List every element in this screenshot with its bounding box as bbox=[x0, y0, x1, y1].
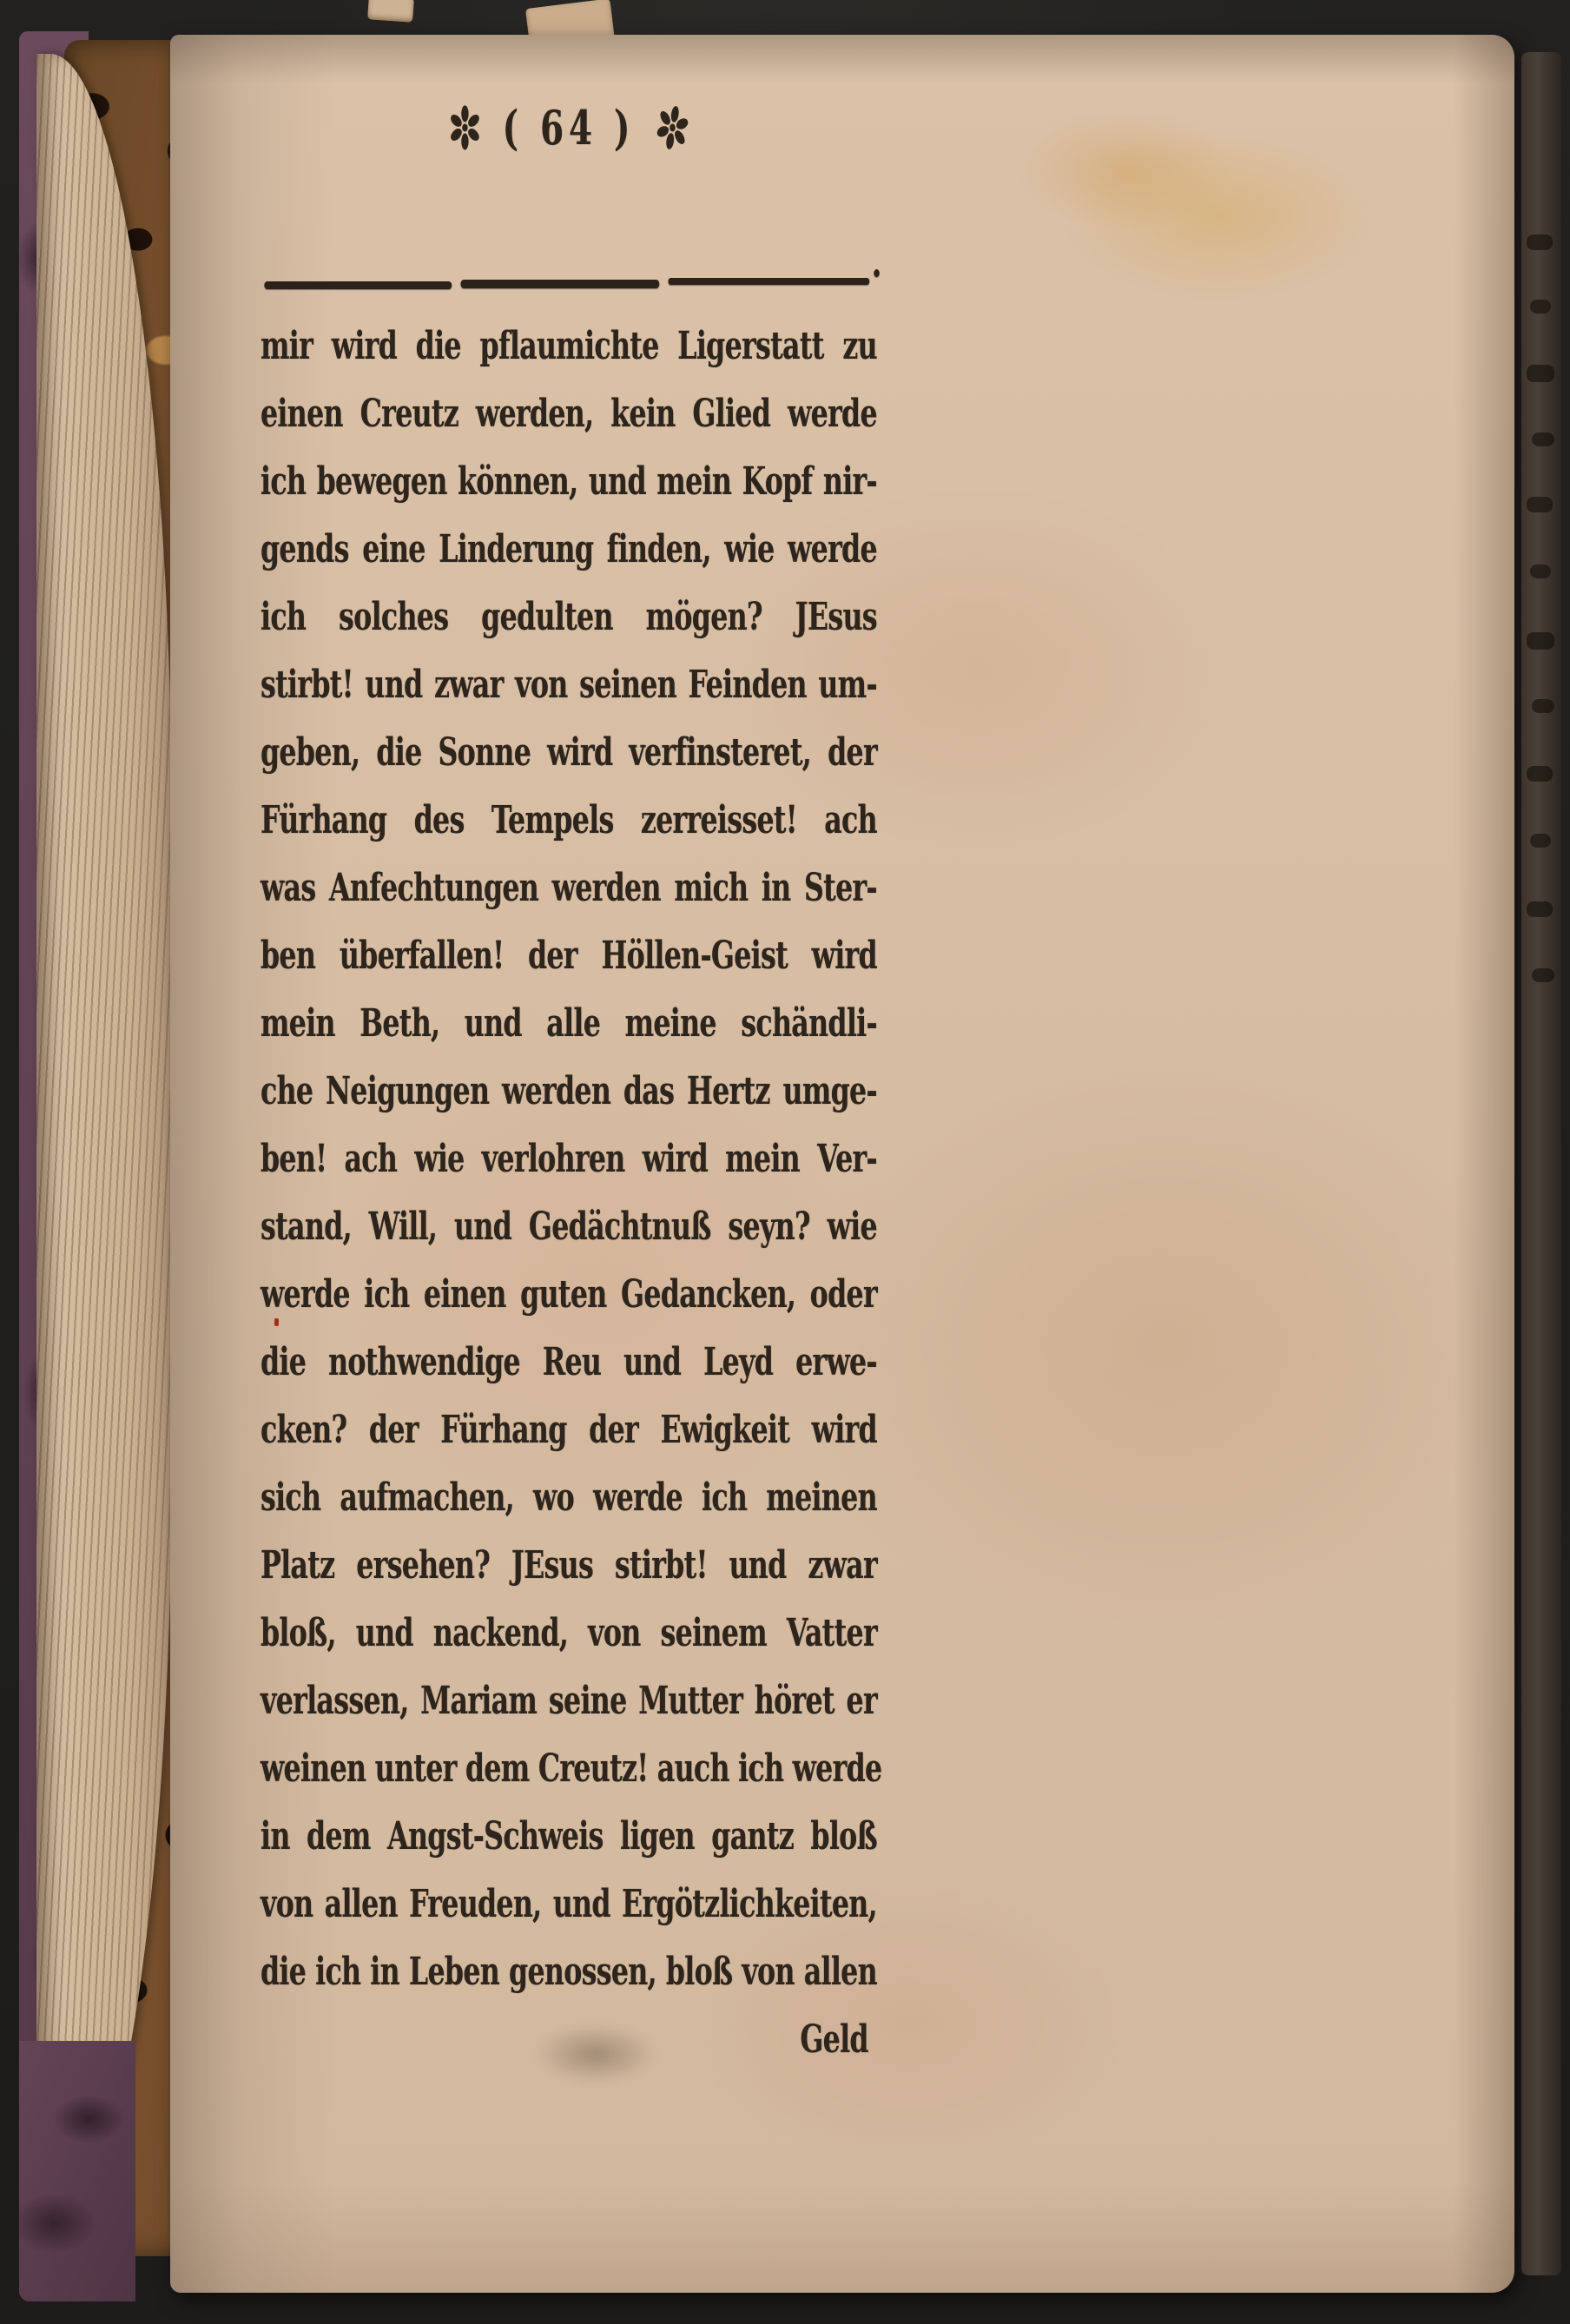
text-line: geben, die Sonne wird verfinsteret, der bbox=[261, 730, 877, 775]
bleed-through-mark bbox=[1527, 497, 1553, 512]
book-page bbox=[170, 35, 1514, 2293]
text-line: sich aufmachen, wo werde ich meinen bbox=[261, 1476, 877, 1520]
text-line: einen Creutz werden, kein Glied werde bbox=[261, 392, 877, 436]
bleed-through-mark bbox=[1532, 699, 1554, 713]
bleed-through-mark bbox=[1527, 365, 1554, 382]
page-content bbox=[261, 97, 882, 2074]
text-line: che Neigungen werden das Hertz umge- bbox=[261, 1069, 877, 1113]
text-line: ich bewegen können, und mein Kopf nir- bbox=[261, 459, 877, 504]
text-line: von allen Freuden, und Ergötzlichkeiten, bbox=[261, 1882, 877, 1926]
text-line: ben überfallen! der Höllen-Geist wird bbox=[261, 934, 877, 978]
header-rule bbox=[261, 280, 877, 290]
bleed-through-mark bbox=[1530, 300, 1551, 314]
text-line: mein Beth, und alle meine schändli- bbox=[261, 1001, 877, 1046]
catchword: Geld bbox=[800, 2017, 868, 2062]
bleed-through-mark bbox=[1527, 901, 1553, 917]
paper-fragment bbox=[367, 0, 414, 23]
body-text bbox=[261, 313, 882, 2006]
text-line: stand, Will, und Gedächtnuß seyn? wie bbox=[261, 1205, 877, 1249]
text-line: Platz ersehen? JEsus stirbt! und zwar bbox=[261, 1543, 877, 1588]
text-line: werde ich einen guten Gedancken, oder bbox=[261, 1272, 877, 1317]
text-line: die ich in Leben genossen, bloß von allen bbox=[261, 1950, 877, 1994]
text-line: in dem Angst-Schweis ligen gantz bloß bbox=[261, 1814, 877, 1859]
text-line: was Anfechtungen werden mich in Ster- bbox=[261, 866, 877, 910]
text-line: Fürhang des Tempels zerreisset! ach bbox=[261, 798, 877, 842]
bleed-through-mark bbox=[1527, 234, 1553, 250]
bleed-through-mark bbox=[1527, 632, 1554, 650]
adjacent-page-edge bbox=[1521, 52, 1561, 2275]
text-line: cken? der Fürhang der Ewigkeit wird bbox=[261, 1408, 877, 1452]
ink-smudge bbox=[535, 2024, 656, 2084]
text-line: verlassen, Mariam seine Mutter höret er bbox=[261, 1679, 877, 1723]
text-line: ich solches gedulten mögen? JEsus bbox=[261, 595, 877, 639]
floral-ornament-icon bbox=[449, 105, 481, 150]
page-number: ( 64 ) bbox=[502, 100, 636, 155]
text-line: gends eine Linderung finden, wie werde bbox=[261, 527, 877, 571]
text-line: weinen unter dem Creutz! auch ich werde bbox=[261, 1746, 882, 1791]
bleed-through-mark bbox=[1532, 968, 1554, 982]
bleed-through-mark bbox=[1527, 766, 1553, 782]
bleed-through-mark bbox=[1530, 564, 1551, 578]
bleed-through-mark bbox=[1530, 834, 1551, 848]
red-speck bbox=[274, 1318, 279, 1326]
page-header bbox=[261, 97, 877, 158]
bleed-through-mark bbox=[1532, 432, 1554, 446]
text-line: bloß, und nackend, von seinem Vatter bbox=[261, 1611, 877, 1655]
floral-ornament-icon bbox=[656, 105, 689, 150]
text-line: mir wird die pflaumichte Ligerstatt zu bbox=[261, 324, 877, 368]
text-line: ben! ach wie verlohren wird mein Ver- bbox=[261, 1137, 877, 1181]
book-cover-purple-corner bbox=[19, 2041, 135, 2301]
text-line: stirbt! und zwar von seinen Feinden um- bbox=[261, 663, 877, 707]
text-line: die nothwendige Reu und Leyd erwe- bbox=[261, 1340, 877, 1384]
